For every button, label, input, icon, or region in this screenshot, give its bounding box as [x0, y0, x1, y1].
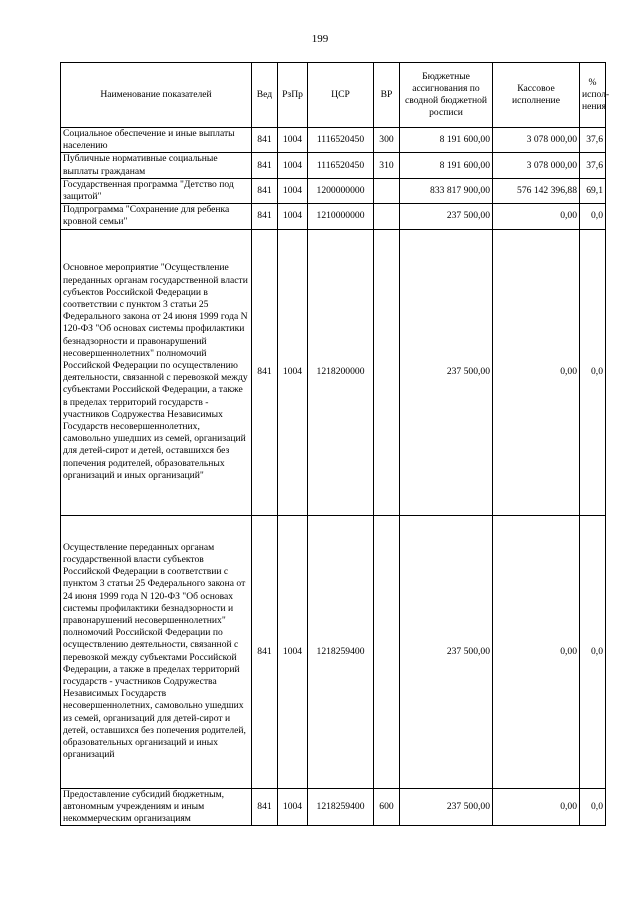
- row-ved: 841: [252, 204, 278, 229]
- row-rzpr: 1004: [278, 128, 308, 153]
- row-cash: 3 078 000,00: [493, 153, 580, 178]
- row-name: Основное мероприятие "Осуществление переданных органам государственной власти субъектов Российской Федерации в соответствии с пунктом 3 статьи 25 Федерального закона от 24 июня 1999 года N 120-ФЗ "Об основах системы профилактики безнадзорности и правонарушений несовершеннолетних" полномочий Российской Федерации по осуществлению деятельности, связанной с перевозкой между субъектами Российской Федерации, а также в пределах территорий государств - участников Содружества Независимых Государств несовершеннолетних, самовольно ушедших из семей, организаций для детей-сирот и детей, оставшихся без попечения родителей, образовательных организаций и иных организаций": [61, 229, 252, 515]
- row-cash: 0,00: [493, 229, 580, 515]
- row-cash: 0,00: [493, 515, 580, 788]
- row-percent: 37,6: [580, 153, 606, 178]
- row-name: Осуществление переданных органам государственной власти субъектов Российской Федерации в соответствии с пунктом 3 статьи 25 Федерального закона от 24 июня 1999 года N 120-ФЗ "Об основах системы профилактики безнадзорности и правонарушений несовершеннолетних" полномочий Российской Федерации по осуществлению деятельности, связанной с перевозкой между субъектами Российской Федерации, а также в пределах территорий государств - участников Содружества Независимых Государств несовершеннолетних, самовольно ушедших из семей, организаций для детей-сирот и детей, оставшихся без попечения родителей, образовательных организаций и иных организаций: [61, 515, 252, 788]
- row-vr: 310: [374, 153, 400, 178]
- row-vr: [374, 229, 400, 515]
- row-rzpr: 1004: [278, 204, 308, 229]
- row-vr: 600: [374, 788, 400, 826]
- row-percent: 0,0: [580, 229, 606, 515]
- row-budget: 237 500,00: [400, 204, 493, 229]
- table-row: [61, 229, 606, 515]
- header-percent: % испол-нения: [580, 63, 606, 128]
- row-percent: 0,0: [580, 515, 606, 788]
- header-vr: ВР: [374, 63, 400, 128]
- row-csr: 1218259400: [308, 788, 374, 826]
- table-row: [61, 788, 606, 826]
- row-percent: 37,6: [580, 128, 606, 153]
- row-rzpr: 1004: [278, 788, 308, 826]
- row-percent: 0,0: [580, 788, 606, 826]
- row-ved: 841: [252, 153, 278, 178]
- row-csr: 1200000000: [308, 178, 374, 203]
- row-vr: [374, 204, 400, 229]
- row-name: Социальное обеспечение и иные выплаты населению: [61, 128, 252, 153]
- row-ved: 841: [252, 128, 278, 153]
- budget-execution-table: [60, 62, 610, 826]
- row-budget: 8 191 600,00: [400, 128, 493, 153]
- row-rzpr: 1004: [278, 153, 308, 178]
- row-cash: 576 142 396,88: [493, 178, 580, 203]
- row-csr: 1210000000: [308, 204, 374, 229]
- row-budget: 237 500,00: [400, 515, 493, 788]
- header-name: Наименование показателей: [61, 63, 252, 128]
- row-name: Предоставление субсидий бюджетным, автономным учреждениям и иным некоммерческим организациям: [61, 788, 252, 826]
- row-csr: 1116520450: [308, 128, 374, 153]
- header-csr: ЦСР: [308, 63, 374, 128]
- table-row: [61, 178, 606, 203]
- row-name: Государственная программа "Детство под защитой": [61, 178, 252, 203]
- row-csr: 1218259400: [308, 515, 374, 788]
- row-ved: 841: [252, 515, 278, 788]
- row-ved: 841: [252, 178, 278, 203]
- row-budget: 8 191 600,00: [400, 153, 493, 178]
- row-vr: 300: [374, 128, 400, 153]
- row-ved: 841: [252, 788, 278, 826]
- row-vr: [374, 178, 400, 203]
- row-percent: 0,0: [580, 204, 606, 229]
- table-header-row: [61, 63, 606, 128]
- row-rzpr: 1004: [278, 229, 308, 515]
- header-budget: Бюджетные ассигнования по сводной бюджетной росписи: [400, 63, 493, 128]
- header-ved: Вед: [252, 63, 278, 128]
- row-ved: 841: [252, 229, 278, 515]
- header-rzpr: РзПр: [278, 63, 308, 128]
- row-vr: [374, 515, 400, 788]
- header-cash: Кассовое исполнение: [493, 63, 580, 128]
- row-budget: 237 500,00: [400, 788, 493, 826]
- row-csr: 1218200000: [308, 229, 374, 515]
- page-number: 199: [311, 33, 329, 45]
- table-row: [61, 153, 606, 178]
- row-name: Подпрограмма "Сохранение для ребенка кровной семьи": [61, 204, 252, 229]
- row-percent: 69,1: [580, 178, 606, 203]
- row-cash: 0,00: [493, 788, 580, 826]
- row-csr: 1116520450: [308, 153, 374, 178]
- table-row: [61, 515, 606, 788]
- row-cash: 0,00: [493, 204, 580, 229]
- row-name: Публичные нормативные социальные выплаты гражданам: [61, 153, 252, 178]
- row-rzpr: 1004: [278, 515, 308, 788]
- row-budget: 833 817 900,00: [400, 178, 493, 203]
- table-row: [61, 204, 606, 229]
- row-budget: 237 500,00: [400, 229, 493, 515]
- table-row: [61, 128, 606, 153]
- row-rzpr: 1004: [278, 178, 308, 203]
- row-cash: 3 078 000,00: [493, 128, 580, 153]
